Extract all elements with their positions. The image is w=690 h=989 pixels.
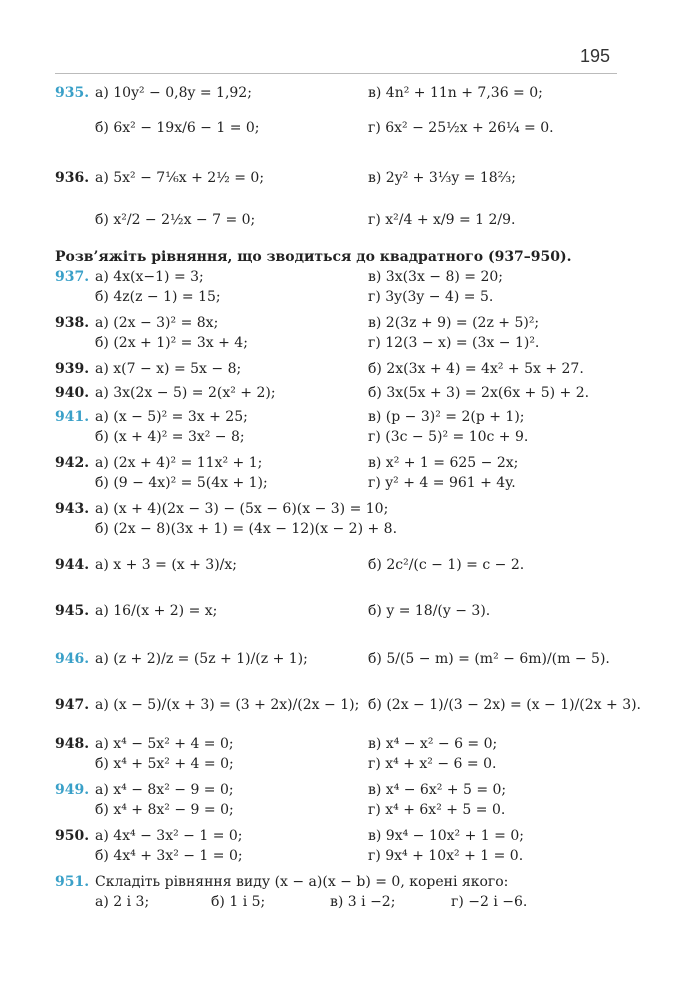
problem-number: 941.	[55, 409, 90, 425]
problem-949-row-1	[55, 779, 625, 801]
problem-948-row-2	[55, 753, 625, 775]
problem-number: 935.	[55, 85, 90, 101]
problem-part: г) 6x² − 25½x + 26¼ = 0.	[368, 120, 554, 136]
problem-937-row-2	[55, 286, 625, 308]
problem-part: а) 2 і 3;	[95, 894, 150, 910]
problem-number: 938.	[55, 315, 90, 331]
problem-part: б) x⁴ + 5x² + 4 = 0;	[95, 756, 234, 772]
problem-part: в) x² + 1 = 625 − 2x;	[368, 455, 519, 471]
problem-part: в) 2y² + 3⅓y = 18⅔;	[368, 170, 516, 186]
problem-number: 939.	[55, 361, 90, 377]
problem-number: 942.	[55, 455, 90, 471]
problem-part: а) (2x − 3)² = 8x;	[95, 315, 219, 331]
problem-number: 940.	[55, 385, 90, 401]
problem-number: 945.	[55, 603, 90, 619]
problem-part: б) 1 і 5;	[211, 894, 266, 910]
problem-part: в) x⁴ − 6x² + 5 = 0;	[368, 782, 507, 798]
problem-part: б) x⁴ + 8x² − 9 = 0;	[95, 802, 234, 818]
problem-number: 948.	[55, 736, 90, 752]
problem-part: б) (2x + 1)² = 3x + 4;	[95, 335, 248, 351]
problem-part: в) x⁴ − x² − 6 = 0;	[368, 736, 498, 752]
problem-part: а) 16/(x + 2) = x;	[95, 603, 218, 619]
problem-part: б) (2x − 8)(3x + 1) = (4x − 12)(x − 2) + 8.	[95, 521, 398, 537]
problem-part: а) 10y² − 0,8y = 1,92;	[95, 85, 252, 101]
problem-950-row-2	[55, 845, 625, 867]
problem-part: в) 4n² + 11n + 7,36 = 0;	[368, 85, 543, 101]
problem-part: а) 3x(2x − 5) = 2(x² + 2);	[95, 385, 276, 401]
problem-part: а) (z + 2)/z = (5z + 1)/(z + 1);	[95, 651, 308, 667]
problem-942-row-2	[55, 472, 625, 494]
problem-part: б) 2c²/(c − 1) = c − 2.	[368, 557, 525, 573]
problem-part: г) x⁴ + 6x² + 5 = 0.	[368, 802, 506, 818]
problem-part: а) (x − 5)/(x + 3) = (3 + 2x)/(2x − 1);	[95, 697, 360, 713]
problem-number: 950.	[55, 828, 90, 844]
problem-part: г) y² + 4 = 961 + 4y.	[368, 475, 516, 491]
problem-part: а) x⁴ − 8x² − 9 = 0;	[95, 782, 234, 798]
problem-number: 946.	[55, 651, 90, 667]
problem-part: а) (2x + 4)² = 11x² + 1;	[95, 455, 263, 471]
problem-943-row-1	[55, 498, 625, 520]
problem-part: а) x⁴ − 5x² + 4 = 0;	[95, 736, 234, 752]
problem-part: б) 4x⁴ + 3x² − 1 = 0;	[95, 848, 243, 864]
problem-part: а) x + 3 = (x + 3)/x;	[95, 557, 238, 573]
problem-part: в) (p − 3)² = 2(p + 1);	[368, 409, 525, 425]
problem-part: а) x(7 − x) = 5x − 8;	[95, 361, 242, 377]
problem-part: б) 4z(z − 1) = 15;	[95, 289, 221, 305]
problem-948-row-1	[55, 733, 625, 755]
problem-part: а) 4x⁴ − 3x² − 1 = 0;	[95, 828, 243, 844]
page-number: 195	[580, 46, 611, 66]
problem-number: 943.	[55, 501, 90, 517]
problem-937-row-1	[55, 266, 625, 288]
problem-942-row-1	[55, 452, 625, 474]
problem-part: г) (3c − 5)² = 10c + 9.	[368, 429, 529, 445]
problem-statement: Складіть рівняння виду (x − a)(x − b) = 0, корені якого:	[95, 874, 509, 890]
problem-951-row-2	[55, 891, 625, 913]
problem-950-row-1	[55, 825, 625, 847]
problem-947-row-1	[55, 683, 642, 727]
problem-number: 936.	[55, 170, 90, 186]
problem-946-row-1	[55, 637, 625, 681]
problem-part: а) (x + 4)(2x − 3) − (5x − 6)(x − 3) = 10;	[95, 501, 389, 517]
problem-part: а) 4x(x−1) = 3;	[95, 269, 204, 285]
problem-951-row-1	[55, 871, 625, 893]
problem-part: б) (2x − 1)/(3 − 2x) = (x − 1)/(2x + 3).	[368, 697, 642, 713]
problem-part: в) 2(3z + 9) = (2z + 5)²;	[368, 315, 540, 331]
problem-part: г) 12(3 − x) = (3x − 1)².	[368, 335, 540, 351]
problem-936-row-1	[55, 156, 625, 200]
problem-part: а) 5x² − 7⅙x + 2½ = 0;	[95, 170, 265, 186]
problem-part: в) 9x⁴ − 10x² + 1 = 0;	[368, 828, 524, 844]
problem-part: б) y = 18/(y − 3).	[368, 603, 491, 619]
problem-939-row-1	[55, 358, 625, 380]
problem-part: б) (9 − 4x)² = 5(4x + 1);	[95, 475, 268, 491]
problem-936-row-2	[55, 198, 625, 242]
problem-943-row-2	[55, 518, 625, 540]
problem-part: б) 3x(5x + 3) = 2x(6x + 5) + 2.	[368, 385, 590, 401]
header-rule	[55, 73, 617, 74]
problem-part: б) 6x² − 19x/6 − 1 = 0;	[95, 120, 260, 136]
problem-part: г) −2 і −6.	[451, 894, 528, 910]
problem-part: в) 3 і −2;	[330, 894, 396, 910]
problem-part: г) x⁴ + x² − 6 = 0.	[368, 756, 497, 772]
problem-part: г) 9x⁴ + 10x² + 1 = 0.	[368, 848, 524, 864]
problem-part: а) (x − 5)² = 3x + 25;	[95, 409, 248, 425]
problem-949-row-2	[55, 799, 625, 821]
problem-938-row-2	[55, 332, 625, 354]
problem-number: 944.	[55, 557, 90, 573]
problem-number: 947.	[55, 697, 90, 713]
problem-938-row-1	[55, 312, 625, 334]
problem-part: б) x²/2 − 2½x − 7 = 0;	[95, 212, 256, 228]
problem-945-row-1	[55, 589, 625, 633]
problem-number: 949.	[55, 782, 90, 798]
problem-part: в) 3x(3x − 8) = 20;	[368, 269, 504, 285]
problem-940-row-1	[55, 382, 625, 404]
problem-935-row-2	[55, 106, 625, 150]
section-intro: Розв’яжіть рівняння, що зводиться до квадратного (937–950).	[55, 249, 572, 265]
problem-part: г) 3y(3y − 4) = 5.	[368, 289, 494, 305]
problem-part: б) 2x(3x + 4) = 4x² + 5x + 27.	[368, 361, 584, 377]
problem-number: 937.	[55, 269, 90, 285]
problem-944-row-1	[55, 543, 625, 587]
problem-941-row-2	[55, 426, 625, 448]
problem-part: б) 5/(5 − m) = (m² − 6m)/(m − 5).	[368, 651, 610, 667]
problem-941-row-1	[55, 406, 625, 428]
problem-number: 951.	[55, 874, 90, 890]
problem-part: г) x²/4 + x/9 = 1 2/9.	[368, 212, 516, 228]
problem-part: б) (x + 4)² = 3x² − 8;	[95, 429, 245, 445]
